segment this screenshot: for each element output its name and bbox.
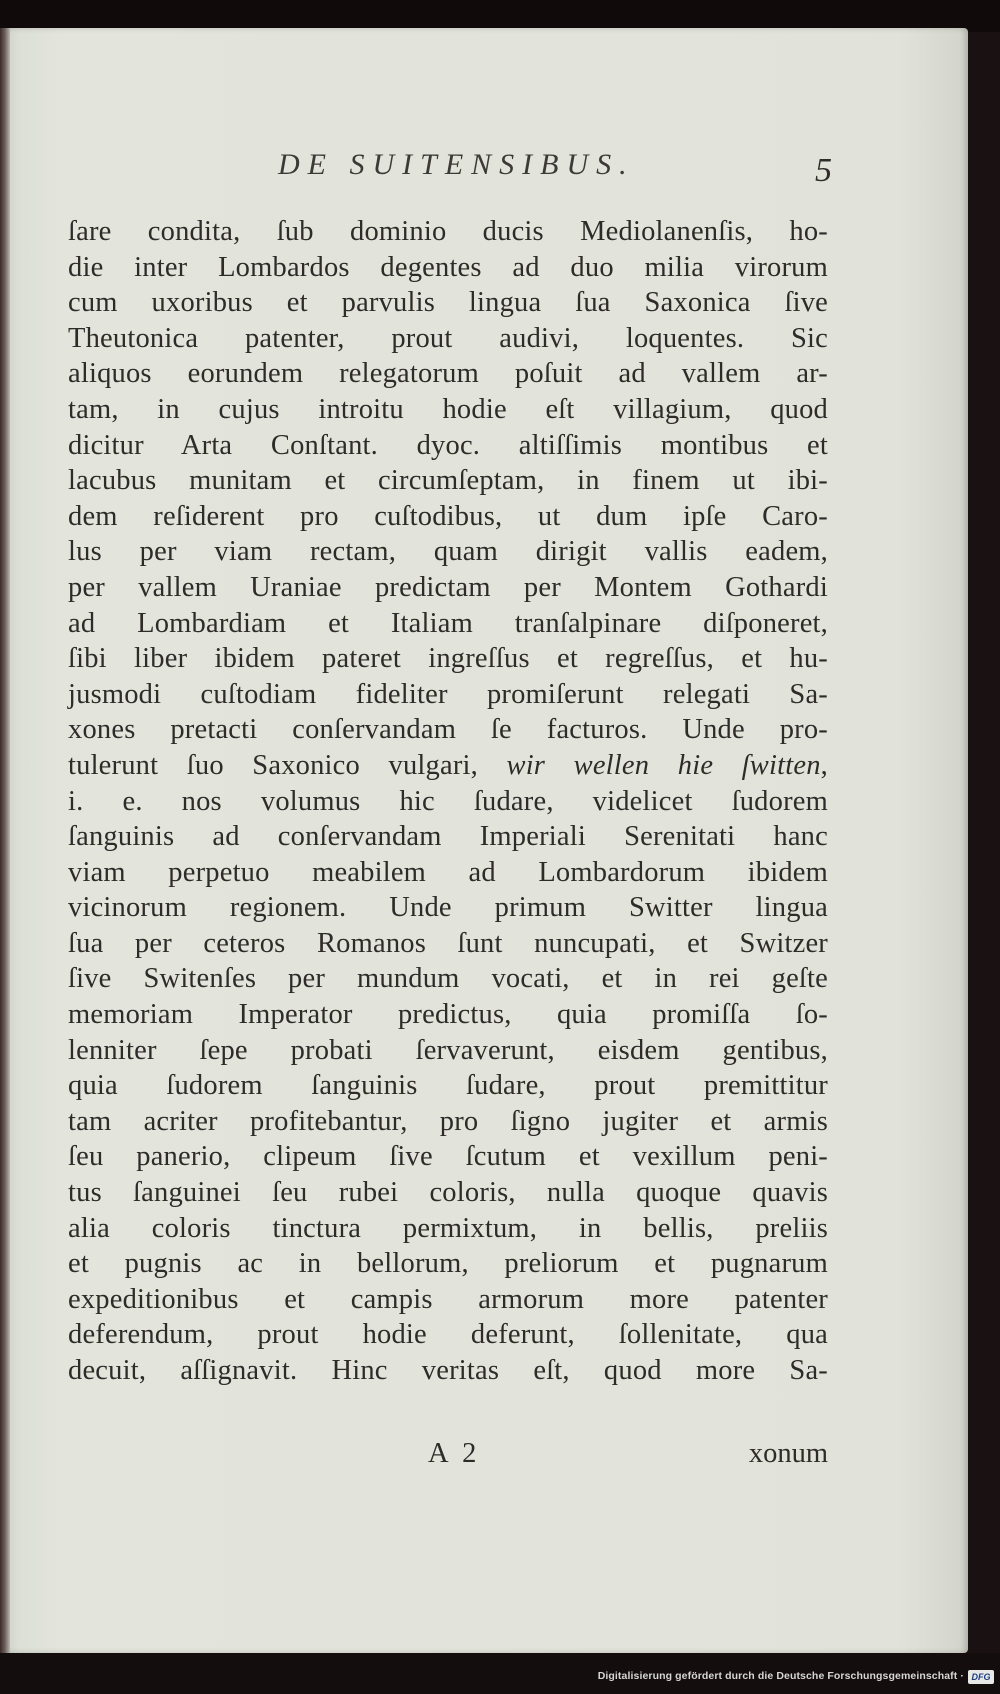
text-line: per vallem Uraniae predictam per Montem Gothardi — [68, 571, 828, 603]
text-line: jusmodi cuſtodiam fideliter promiſerunt relegati Sa- — [68, 678, 828, 710]
text-line: dem reſiderent pro cuſtodibus, ut dum ipſe Caro- — [68, 500, 828, 532]
text-line: deferendum, prout hodie deferunt, ſollenitate, qua — [68, 1319, 828, 1351]
text-line: dicitur Arta Conſtant. dyoc. altiſſimis montibus et — [68, 429, 828, 461]
text-line: tam acriter profitebantur, pro ſigno jugiter et armis — [68, 1105, 828, 1137]
text-line: lacubus munitam et circumſeptam, in finem ut ibi- — [68, 465, 828, 497]
text-line: lus per viam rectam, quam dirigit vallis eadem, — [68, 536, 828, 568]
body-text — [68, 214, 828, 1389]
text-line: ſua per ceteros Romanos ſunt nuncupati, et Switzer — [68, 927, 828, 959]
text-line: viam perpetuo meabilem ad Lombardorum ibidem — [68, 856, 828, 888]
text-line: i. e. nos volumus hic ſudare, videlicet ſudorem — [68, 785, 828, 817]
text-line: alia coloris tinctura permixtum, in bellis, preliis — [68, 1212, 828, 1244]
text-line: ſibi liber ibidem pateret ingreſſus et regreſſus, et hu- — [68, 643, 828, 675]
text-line: vicinorum regionem. Unde primum Switter lingua — [68, 892, 828, 924]
page-number: 5 — [815, 152, 832, 189]
text-line: ad Lombardiam et Italiam tranſalpinare diſponeret, — [68, 607, 828, 639]
page-gutter-edge — [0, 28, 10, 1653]
text-line: ſeu panerio, clipeum ſive ſcutum et vexillum peni- — [68, 1141, 828, 1173]
text-line: Theutonica patenter, prout audivi, loquentes. Sic — [68, 322, 828, 354]
text-line: decuit, aſſignavit. Hinc veritas eſt, quod more Sa- — [68, 1355, 828, 1386]
dfg-logo-icon: DFG — [968, 1670, 994, 1684]
page-footer — [68, 1438, 828, 1474]
text-line: quia ſudorem ſanguinis ſudare, prout premittitur — [68, 1070, 828, 1102]
text-line: tus ſanguinei ſeu rubei coloris, nulla quoque quavis — [68, 1177, 828, 1209]
text-line: ſive Switenſes per mundum vocati, et in rei geſte — [68, 963, 828, 995]
text-line: cum uxoribus et parvulis lingua ſua Saxonica ſive — [68, 287, 828, 319]
signature-mark: A 2 — [428, 1438, 481, 1469]
text-line: ſare condita, ſub dominio ducis Mediolanenſis, ho- — [68, 216, 828, 247]
text-line: die inter Lombardos degentes ad duo milia virorum — [68, 251, 828, 283]
text-line: memoriam Imperator predictus, quia promiſſa ſo- — [68, 999, 828, 1031]
text-line: lenniter ſepe probati ſervaverunt, eisdem gentibus, — [68, 1034, 828, 1066]
text-line: xones pretacti conſervandam ſe facturos. Unde pro- — [68, 714, 828, 746]
german-phrase: wir wellen hie ſwitten — [506, 749, 821, 781]
text-line: tulerunt ſuo Saxonico vulgari, wir wellen hie ſwitten, — [68, 749, 828, 781]
text-line: tam, in cujus introitu hodie eſt villagium, quod — [68, 393, 828, 425]
text-line: ſanguinis ad conſervandam Imperiali Serenitati hanc — [68, 821, 828, 853]
text-line: aliquos eorundem relegatorum poſuit ad vallem ar- — [68, 358, 828, 390]
running-head — [0, 148, 968, 192]
text-line: expeditionibus et campis armorum more patenter — [68, 1283, 828, 1315]
catchword: xonum — [748, 1438, 828, 1469]
running-title: DE SUITENSIBUS. — [278, 148, 635, 181]
digitization-credit: Digitalisierung gefördert durch die Deutsche Forschungsgemeinschaft · — [597, 1670, 964, 1682]
text-line: et pugnis ac in bellorum, preliorum et pugnarum — [68, 1248, 828, 1280]
